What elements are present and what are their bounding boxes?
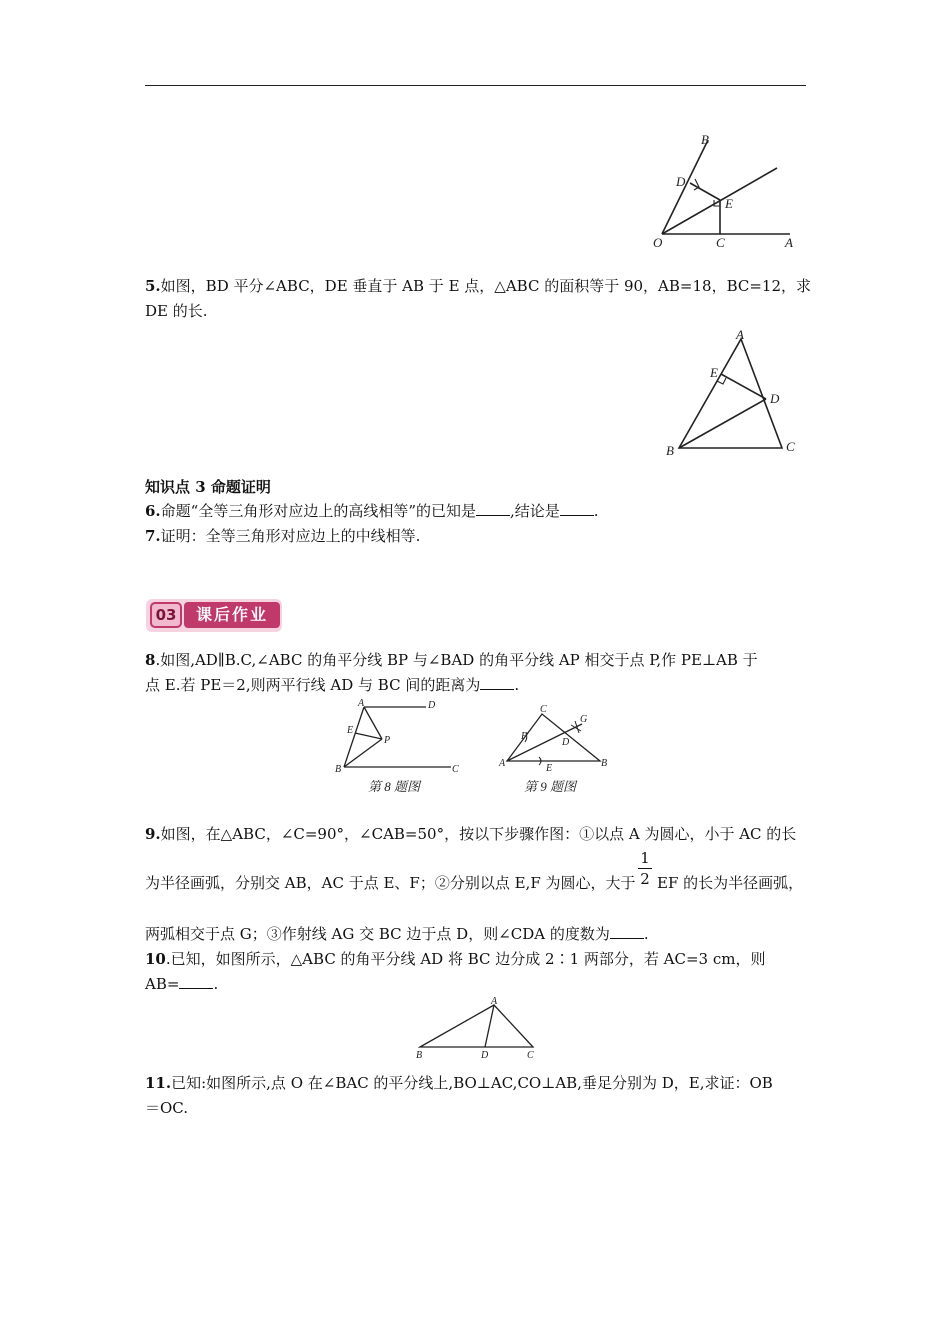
q11-line2: ＝OC. <box>145 1099 189 1117</box>
label-a: A <box>358 698 365 709</box>
label-c: C <box>786 439 795 454</box>
label-e: E <box>710 365 718 380</box>
label-o: O <box>653 235 663 250</box>
q9-fraction: $\frac{1}{2}$ <box>638 848 652 889</box>
label-a: A <box>736 327 744 342</box>
homework-section-badge <box>146 599 282 632</box>
q10-blank[interactable] <box>179 974 213 989</box>
label-e: E <box>725 196 733 211</box>
q9-line1: 9.如图，在△ABC，∠C=90°，∠CAB=50°，按以下步骤作图：①以点 A 为圆心，小于 AC 的长 <box>145 825 797 843</box>
q6-line: 6.命题“全等三角形对应边上的高线相等”的已知是 ,结论是 . <box>145 502 599 520</box>
figure-9-caption: 第 9 题图 <box>524 779 577 794</box>
label-b: B <box>601 758 608 769</box>
label-c: C <box>527 1050 534 1060</box>
label-e: E <box>546 763 553 774</box>
q8-line1: 8.如图,AD∥B.C,∠ABC 的角平分线 BP 与∠BAD 的角平分线 AP 相交于点 P,作 PE⊥AB 于 <box>145 651 758 669</box>
label-d: D <box>562 737 570 748</box>
label-a: A <box>499 758 506 769</box>
label-b: B <box>701 132 709 147</box>
header-rule <box>145 85 806 86</box>
label-d: D <box>481 1050 489 1060</box>
label-p: P <box>384 735 391 746</box>
q6-blank-given[interactable] <box>476 501 510 516</box>
q9-line2: 为半径画弧，分别交 AB，AC 于点 E、F；②分别以点 E,F 为圆心，大于 EF 的长为半径画弧， <box>145 874 804 892</box>
q5-line1: 5.如图，BD 平分∠ABC，DE 垂直于 AB 于 E 点，△ABC 的面积等于 90，AB=18，BC=12，求 <box>145 277 812 295</box>
q7-line: 7.证明：全等三角形对应边上的中线相等. <box>145 527 421 545</box>
label-b: B <box>416 1050 423 1060</box>
q8-line2: 点 E.若 PE＝2,则两平行线 AD 与 BC 间的距离为 . <box>145 676 520 694</box>
badge-label: 课后作业 <box>184 602 280 628</box>
label-b: B <box>335 764 342 775</box>
figure-9 <box>495 700 615 796</box>
q10-line2: AB= . <box>145 975 219 993</box>
label-d: D <box>770 391 780 406</box>
label-e: E <box>347 725 354 736</box>
q8-blank[interactable] <box>480 675 514 690</box>
q9-blank[interactable] <box>610 924 644 939</box>
label-c: C <box>452 764 459 775</box>
label-a: A <box>491 996 498 1007</box>
label-b: B <box>666 443 674 458</box>
label-f: F <box>521 731 528 742</box>
q6-blank-conclusion[interactable] <box>560 501 594 516</box>
section3-heading: 知识点 3 命题证明 <box>145 478 271 496</box>
q11-line1: 11.已知:如图所示,点 O 在∠BAC 的平分线上,BO⊥AC,CO⊥AB,垂足分别为 D，E,求证：OB <box>145 1074 773 1092</box>
label-c: C <box>540 704 547 715</box>
label-a: A <box>785 235 793 250</box>
angle-bisector-figure <box>645 128 805 254</box>
label-c: C <box>716 235 725 250</box>
badge-number: 03 <box>150 602 182 628</box>
figure-10 <box>410 994 545 1060</box>
label-d: D <box>676 174 686 189</box>
q9-line3: 两弧相交于点 G；③作射线 AG 交 BC 边于点 D，则∠CDA 的度数为 . <box>145 925 649 943</box>
q5-line2: DE 的长. <box>145 302 208 320</box>
q10-line1: 10.已知，如图所示，△ABC 的角平分线 AD 将 BC 边分成 2∶1 两部分，若 AC=3 cm，则 <box>145 950 766 968</box>
figure-8-caption: 第 8 题图 <box>368 779 421 794</box>
q5-triangle-figure <box>658 327 808 459</box>
figure-8 <box>330 696 465 796</box>
label-g: G <box>580 714 588 725</box>
label-d: D <box>428 700 436 711</box>
